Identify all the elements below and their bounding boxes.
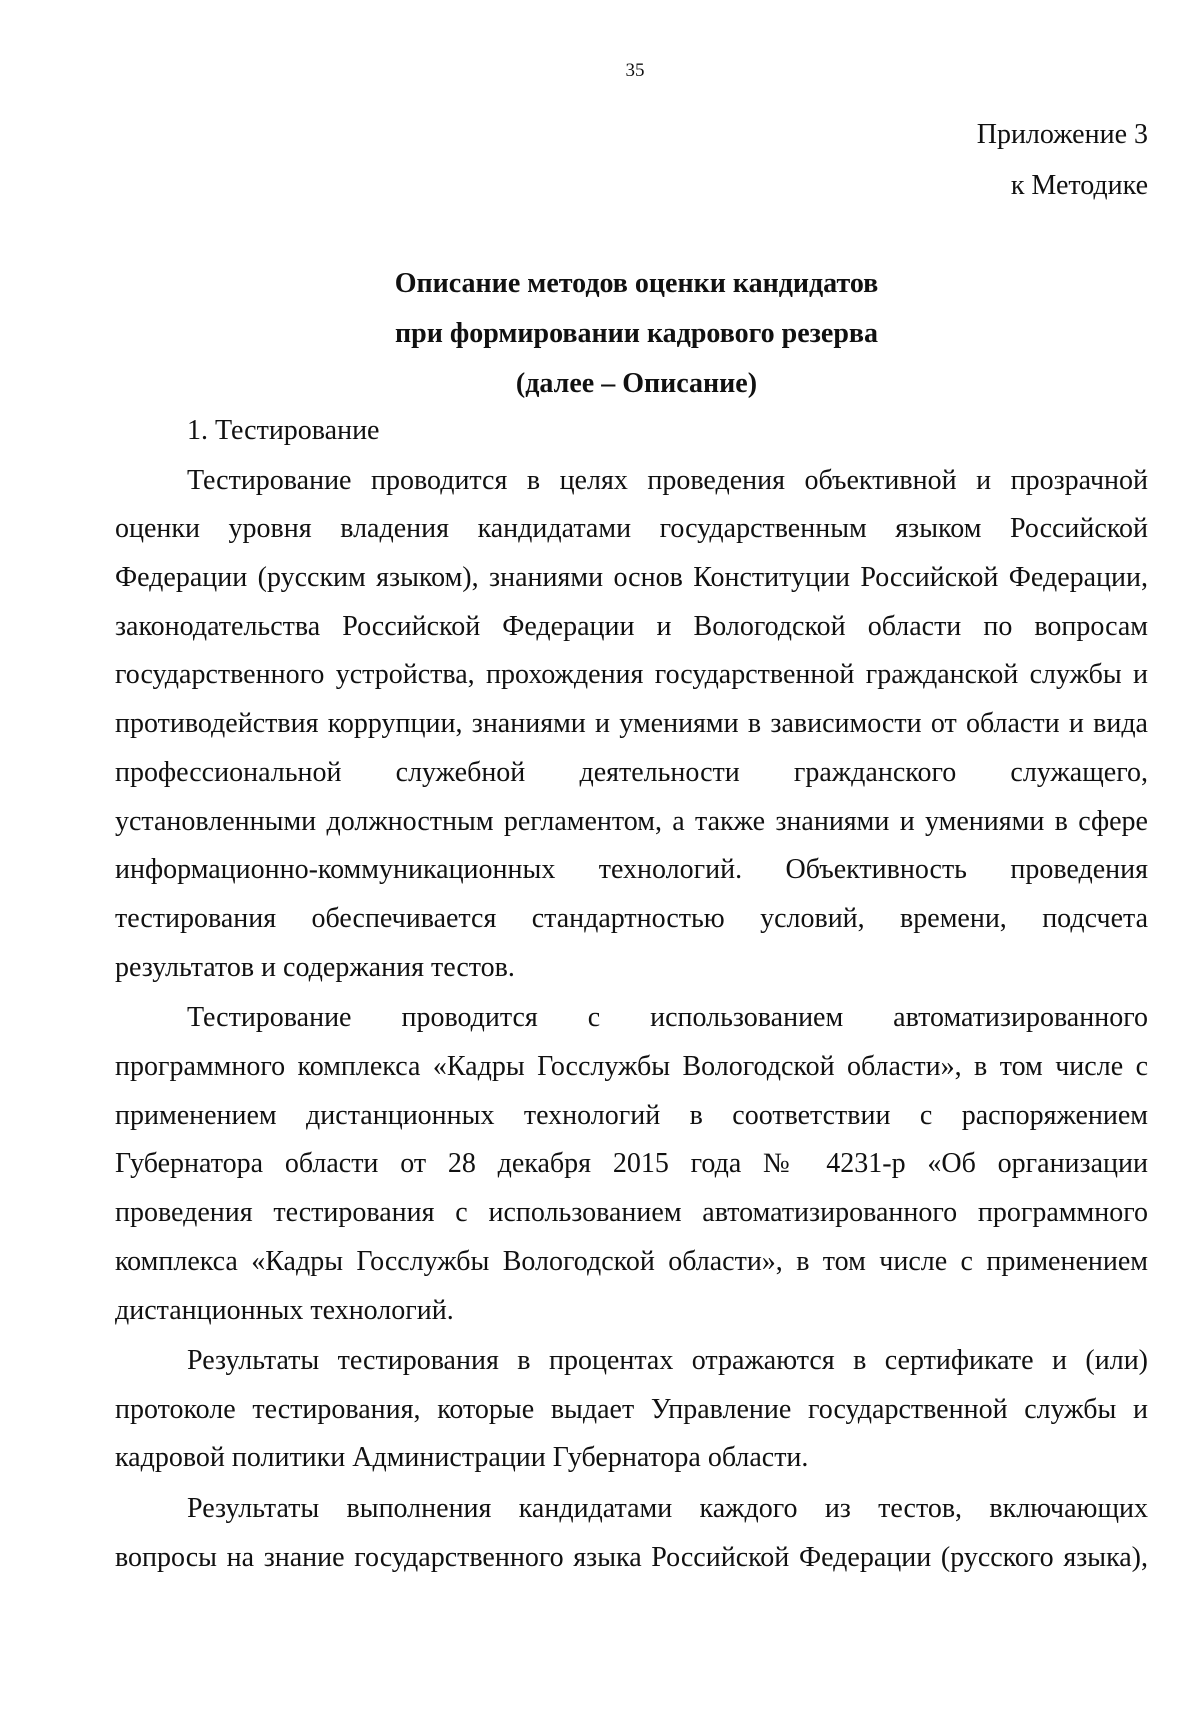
paragraph-1-line: законодательства Российской Федерации и Вологодской области по вопросам [115,611,1148,642]
paragraph-4-line: вопросы на знание государственного языка Российской Федерации (русского языка), [115,1542,1148,1573]
paragraph-2-line: Тестирование проводится с использованием автоматизированного [187,1002,1148,1033]
section-heading: 1. Тестирование [187,415,380,446]
paragraph-1-line: государственного устройства, прохождения государственной гражданской службы и [115,659,1148,690]
paragraph-2-line: программного комплекса «Кадры Госслужбы Вологодской области», в том числе с [115,1051,1148,1082]
paragraph-2-line: дистанционных технологий. [115,1295,454,1326]
paragraph-4-line: Результаты выполнения кандидатами каждого из тестов, включающих [187,1493,1148,1524]
paragraph-3-line: кадровой политики Администрации Губернатора области. [115,1442,809,1473]
paragraph-1-line: профессиональной служебной деятельности гражданского служащего, [115,757,1148,788]
page-number: 35 [625,60,645,81]
paragraph-1-line: информационно-коммуникационных технологий. Объективность проведения [115,854,1148,885]
appendix-label: Приложение 3 [976,119,1148,150]
paragraph-2-line: проведения тестирования с использованием автоматизированного программного [115,1197,1148,1228]
paragraph-1-line: противодействия коррупции, знаниями и умениями в зависимости от области и вида [115,708,1148,739]
paragraph-2-line: Губернатора области от 28 декабря 2015 года № 4231-р «Об организации [115,1148,1148,1179]
paragraph-1-line: Тестирование проводится в целях проведения объективной и прозрачной [187,465,1148,496]
paragraph-1-line: оценки уровня владения кандидатами государственным языком Российской [115,513,1148,544]
paragraph-1-line: установленными должностным регламентом, а также знаниями и умениями в сфере [115,806,1148,837]
paragraph-3-line: протоколе тестирования, которые выдает Управление государственной службы и [115,1394,1148,1425]
document-title-line-3: (далее – Описание) [515,368,758,399]
paragraph-1-line: Федерации (русским языком), знаниями основ Конституции Российской Федерации, [115,562,1148,593]
paragraph-1-line: тестирования обеспечивается стандартностью условий, времени, подсчета [115,903,1148,934]
document-title-line-2: при формировании кадрового резерва [394,318,879,349]
paragraph-1-line: результатов и содержания тестов. [115,952,515,983]
paragraph-2-line: применением дистанционных технологий в соответствии с распоряжением [115,1100,1148,1131]
appendix-reference: к Методике [1010,170,1148,201]
paragraph-2-line: комплекса «Кадры Госслужбы Вологодской области», в том числе с применением [115,1246,1148,1277]
document-title-line-1: Описание методов оценки кандидатов [394,268,879,299]
paragraph-3-line: Результаты тестирования в процентах отражаются в сертификате и (или) [187,1345,1148,1376]
